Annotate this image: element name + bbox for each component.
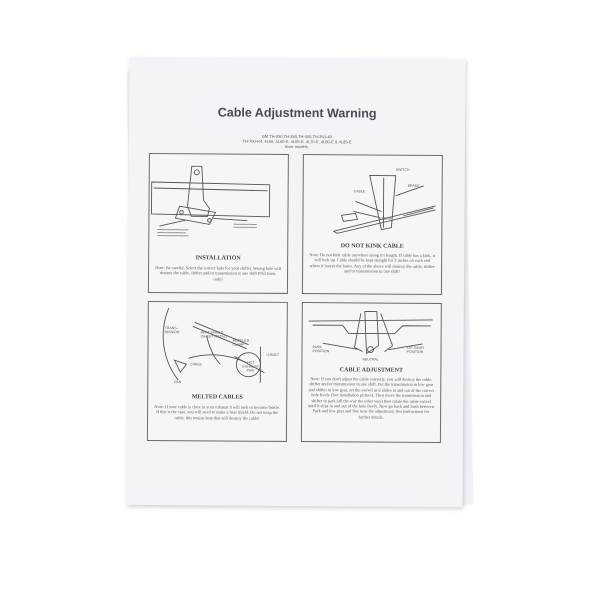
panel-heading: DO NOT KINK CABLE <box>340 243 404 250</box>
panel-melted-cables <box>147 301 288 442</box>
instruction-sheet <box>126 57 465 507</box>
panel-body-text: Note: Do not kink cable anywhere along it's length. If cable has a kink, it will lock up. Cable should be kept straight for 2 inches on each end where it leaves the bases. Any of the above will destroy the cable, shifter and/or transmission in one shift! <box>309 252 436 274</box>
kink-diagram <box>303 155 442 246</box>
model-line: GM TH-250,TH-350,TH-400,TH-350-4R <box>261 133 333 140</box>
installation-diagram <box>149 154 288 255</box>
model-line: TH-700-R4, 4L60, 4L60-E, 4L65-E, 4L70-E, 4L80-E & 4L85-E <box>242 138 352 145</box>
panel-body-text: Note: If your cable is close to your exhaust it will melt or become brittle. If this is the case, you will need to make a heat shield. Do not wrap the cable, this retains heat that will destroy the cable! <box>154 404 280 421</box>
installation-diagram-notes: ▬▬▬▬▬▬▬▬▬▬▬▬ ▬▬▬▬▬▬▬▬▬▬▬ ▬▬▬▬▬▬▬▬▬▬▬▬ <box>157 228 189 238</box>
label-brake: BRAKE <box>407 183 420 188</box>
document-title: Cable Adjustment Warning <box>217 105 377 121</box>
label-muffler-clamp: MUFFLER CLAMP <box>232 338 250 347</box>
panel-body-text: Note: Be careful. Select the correct hole for your shifter. Wrong hole will destroy the cable, shifter and/or transmission is one shift (Old trans. only) <box>155 265 281 282</box>
panel-installation <box>148 153 289 294</box>
model-list <box>149 133 445 150</box>
label-cable: CABLE <box>353 189 366 194</box>
panel-heading: INSTALLATION <box>195 255 241 262</box>
panel-do-not-kink <box>302 154 443 295</box>
panel-body-text: Note: If you don't adjust the cable correctly, you will destroy the cable, shifter and/or transmission in one shift. Put the transmission in low gear and shifter in low gear, set the swivel as it slides in and out of the correct hole freely (See installation picture). Then move the transmission and shifter to park (all the way the other way) then rotate the cable swivel until it slips in and out of the hole freely. Now go back and forth between Park and low gear and fine tune the adjustment. See instructions for further details. <box>308 376 435 420</box>
panel-cable-adjustment <box>301 302 442 443</box>
label-floor: FLOOR <box>379 216 392 221</box>
panel-heading: MELTED CABLES <box>191 394 243 401</box>
label-neutral: NEUTRAL <box>362 357 379 362</box>
label-first-gear-position: 1ST GEAR POSITION <box>406 345 424 354</box>
installation-diagram-notes: ▬▬▬▬▬▬▬▬▬ ▬▬▬▬▬▬▬▬▬ <box>233 222 257 229</box>
label-hot-exhaust-pipe: HOT EXHAUST PIPE <box>242 360 259 373</box>
adjustment-diagram <box>302 303 440 374</box>
panel-heading: CABLE ADJUSTMENT <box>339 367 403 374</box>
model-line: lever models. <box>285 143 309 150</box>
label-cable: CABLE <box>190 362 202 367</box>
label-transmission: TRANS- MISSION <box>164 326 180 335</box>
label-switch: SWITCH <box>395 167 410 172</box>
label-pan: PAN <box>174 380 182 385</box>
label-u-bolt: U-BOLT <box>266 352 280 357</box>
label-park-position: PARK POSITION <box>312 345 330 354</box>
label-heat-shield: HEAT SHIELD (SHEET METAL) <box>200 330 227 339</box>
